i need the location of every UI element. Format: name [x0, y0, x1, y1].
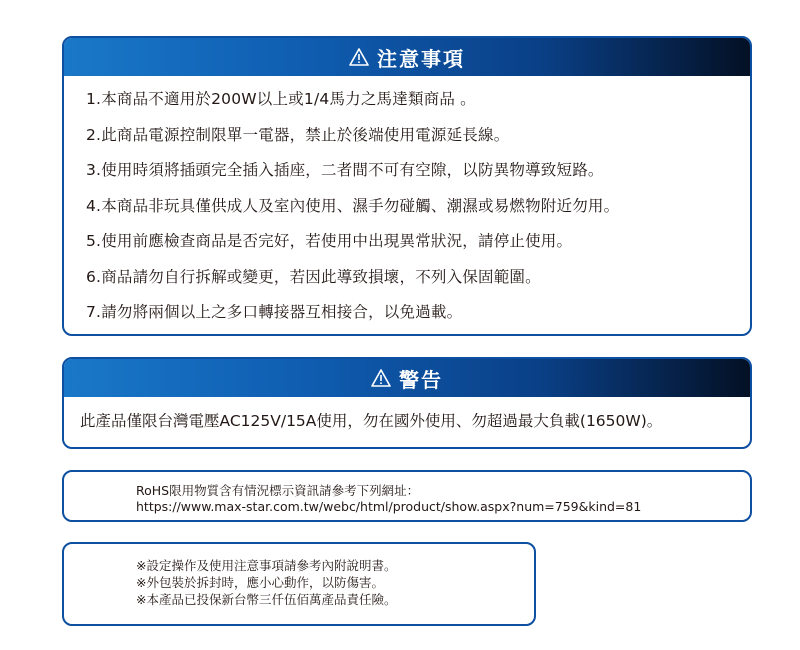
note-item-2: ※外包裝於拆封時，應小心動作，以防傷害。 — [136, 575, 384, 590]
warning-header — [64, 359, 750, 397]
rohs-label: RoHS限用物質含有情況標示資訊請參考下列網址： — [136, 483, 420, 498]
notice-item-6: 6.商品請勿自行拆解或變更，若因此導致損壞，不列入保固範圍。 — [86, 267, 541, 286]
warning-triangle-icon — [371, 369, 391, 387]
notice-title: 注意事項 — [377, 46, 465, 71]
notice-item-4: 4.本商品非玩具僅供成人及室內使用、濕手勿碰觸、潮濕或易燃物附近勿用。 — [86, 196, 620, 215]
note-item-1: ※設定操作及使用注意事項請參考內附說明書。 — [136, 558, 397, 573]
notice-item-1: 1.本商品不適用於200W以上或1/4馬力之馬達類商品 。 — [86, 90, 476, 108]
notice-item-2: 2.此商品電源控制限單一電器，禁止於後端使用電源延長線。 — [86, 125, 510, 144]
notice-item-7: 7.請勿將兩個以上之多口轉接器互相接合，以免過載。 — [86, 303, 463, 321]
note-item-3: ※本產品已投保新台幣三仟伍佰萬產品責任險。 — [136, 592, 397, 607]
warning-triangle-icon — [349, 48, 369, 66]
notice-panel — [62, 36, 752, 336]
rohs-box — [62, 470, 752, 522]
notice-item-3: 3.使用時須將插頭完全插入插座，二者間不可有空隙，以防異物導致短路。 — [86, 161, 604, 179]
notice-list — [64, 76, 750, 331]
notice-header — [64, 38, 750, 76]
warning-panel — [62, 357, 752, 449]
warning-text: 此產品僅限台灣電壓AC125V/15A使用，勿在國外使用、勿超過最大負載(1650W)。 — [80, 412, 663, 430]
rohs-url: https://www.max-star.com.tw/webc/html/product/show.aspx?num=759&kind=81 — [136, 499, 642, 514]
notice-item-5: 5.使用前應檢查商品是否完好，若使用中出現異常狀況，請停止使用。 — [86, 232, 573, 250]
notes-box — [62, 542, 536, 626]
warning-title: 警告 — [399, 367, 443, 392]
